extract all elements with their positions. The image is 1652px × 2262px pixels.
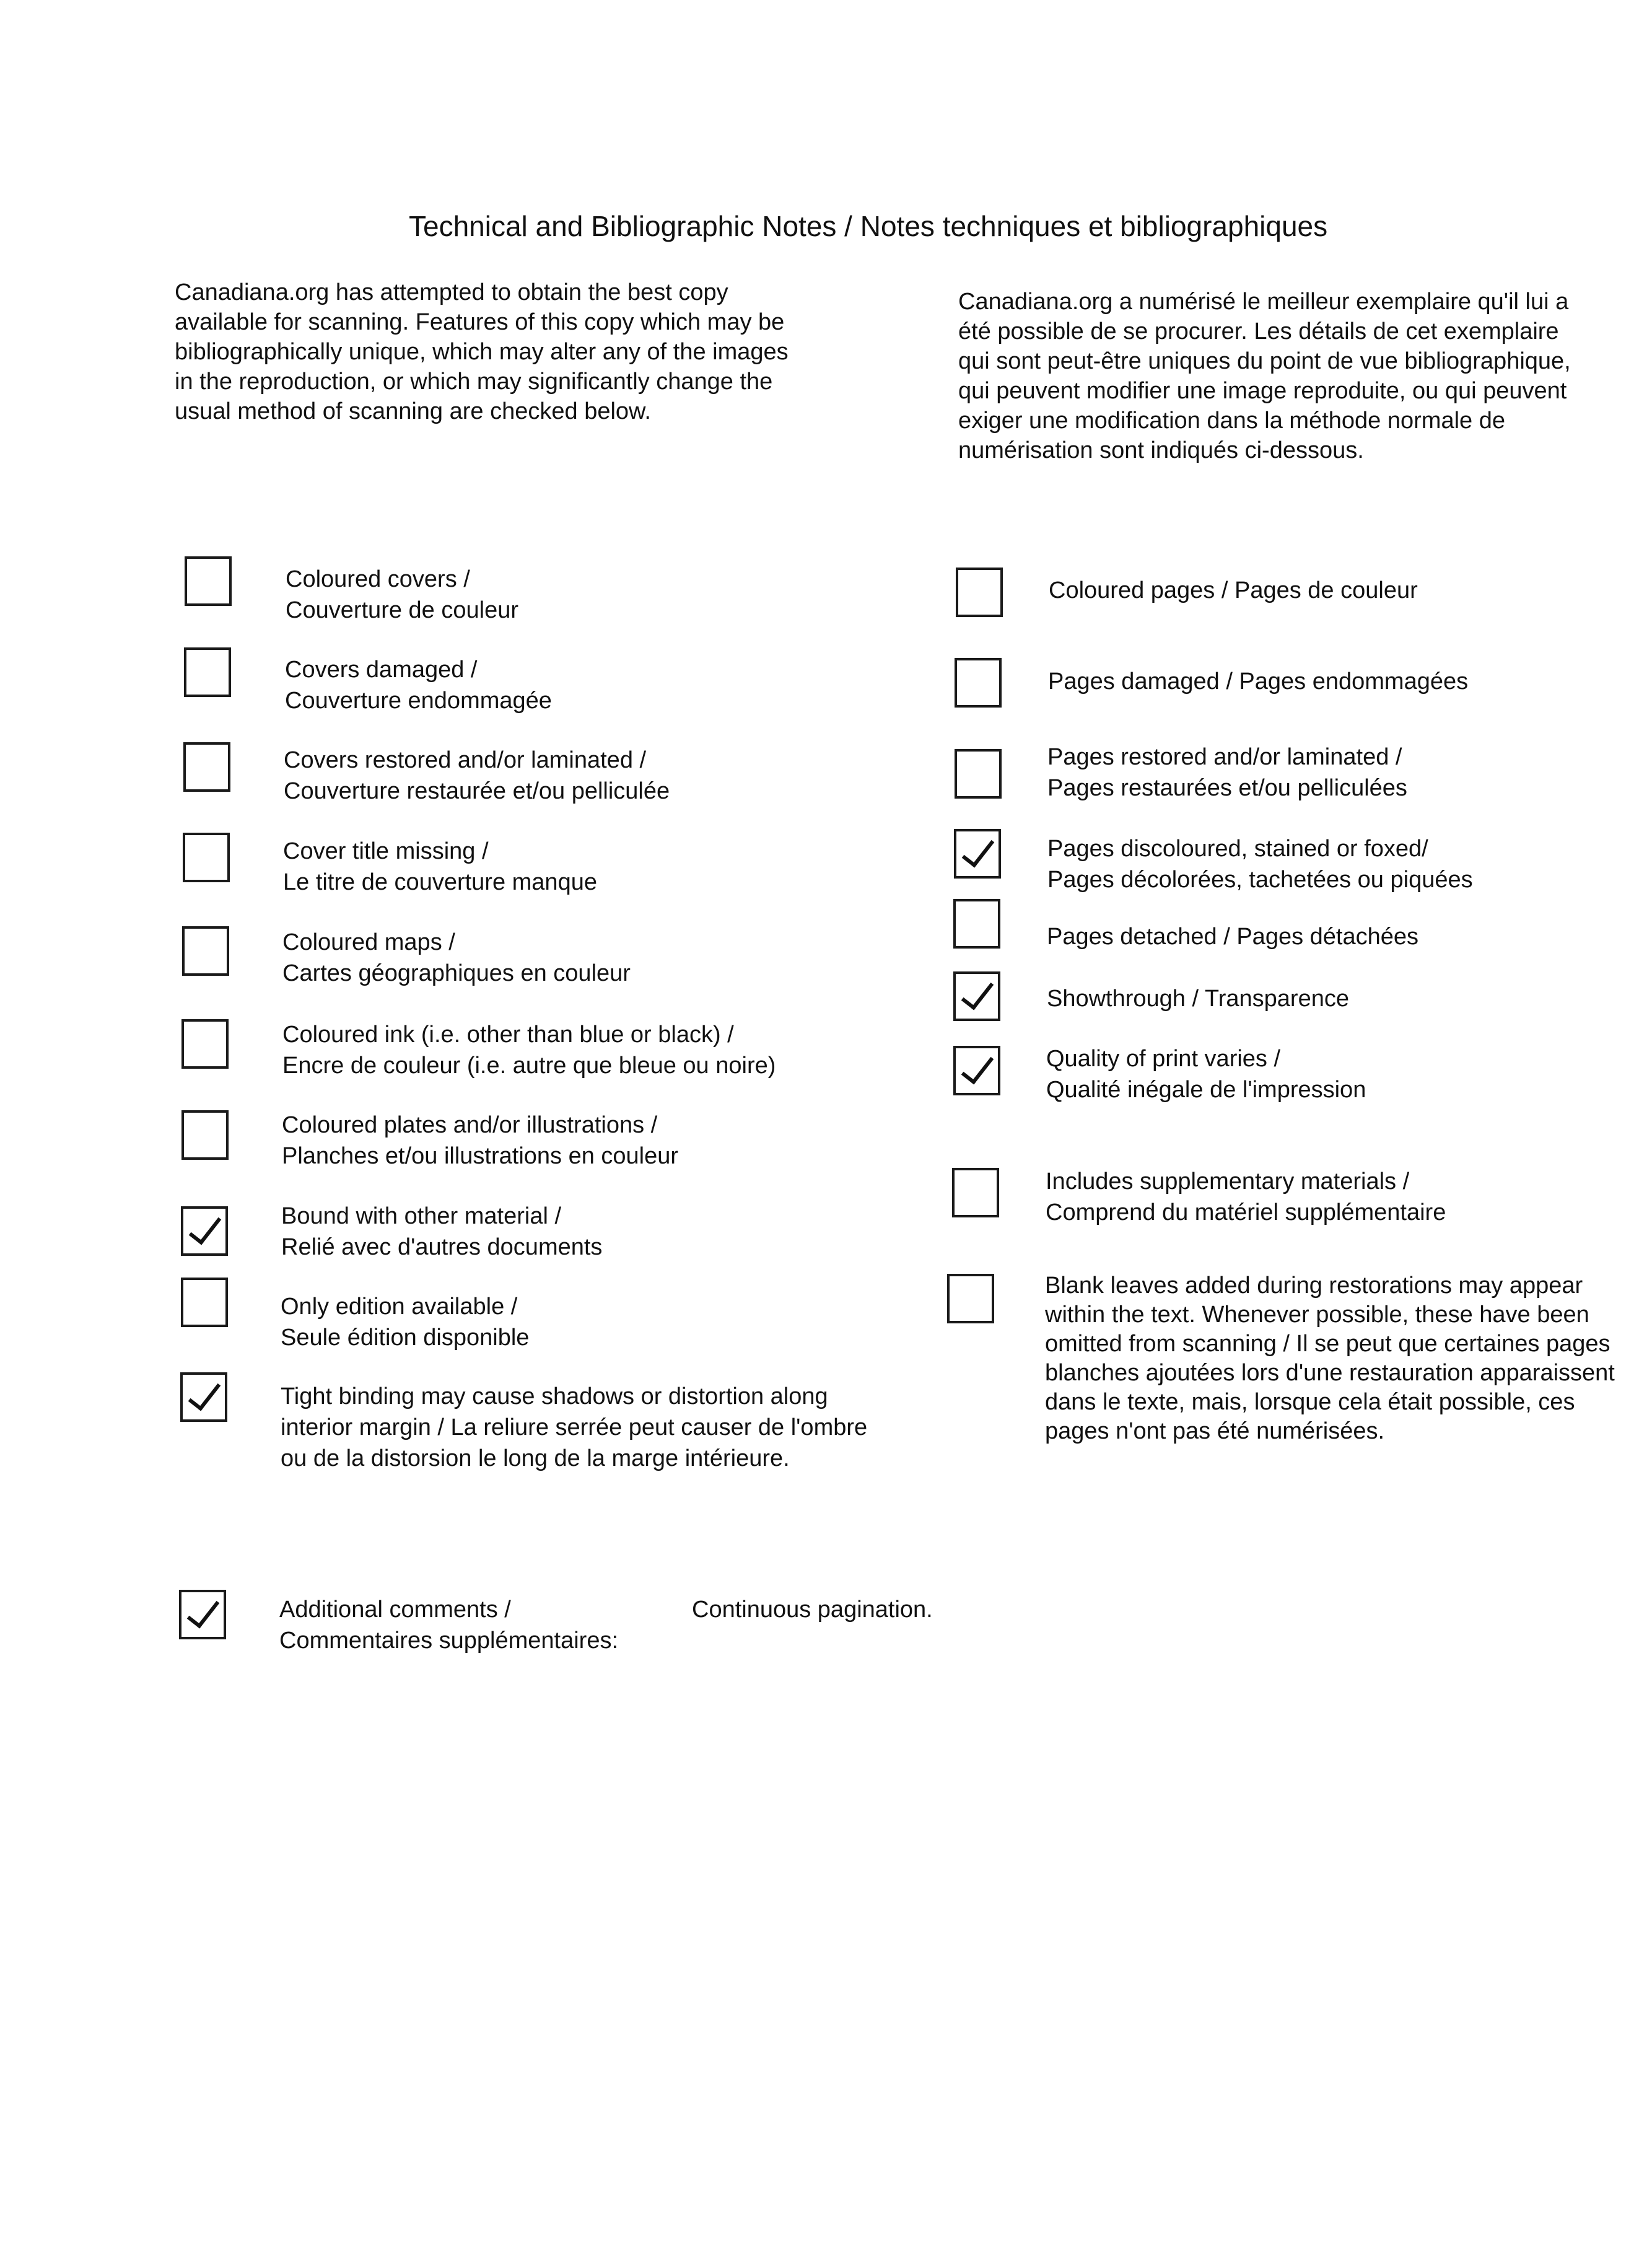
label-bound-with-other: Bound with other material / Relié avec d'autres documents xyxy=(281,1203,603,1260)
checkbox-coloured-covers[interactable] xyxy=(185,556,232,606)
checkbox-pages-detached[interactable] xyxy=(953,899,1000,949)
additional-comments-value: Continuous pagination. xyxy=(692,1597,933,1623)
checkbox-bound-with-other[interactable] xyxy=(181,1206,228,1256)
checkbox-quality-of-print[interactable] xyxy=(953,1046,1000,1095)
checkbox-pages-discoloured[interactable] xyxy=(954,829,1001,879)
checkbox-additional-comments[interactable] xyxy=(179,1590,226,1639)
label-blank-leaves: Blank leaves added during restorations may appear within the text. Whenever possible, these have been omitted from scanning / Il se peut que certaines pages blanches ajoutées lors d'une restauration apparaissent dans le texte, mais, lorsque cela était possible, ces pages n'ont pas été numérisées. xyxy=(1045,1273,1615,1444)
label-coloured-plates: Coloured plates and/or illustrations / Planches et/ou illustrations en couleur xyxy=(282,1112,679,1169)
checkbox-cover-title-missing[interactable] xyxy=(183,833,230,882)
checkbox-coloured-maps[interactable] xyxy=(182,926,229,976)
checkbox-coloured-plates[interactable] xyxy=(181,1110,229,1160)
label-tight-binding: Tight binding may cause shadows or distortion along interior margin / La reliure serrée peut causer de l'ombre ou de la distorsion le long de la marge intérieure. xyxy=(281,1383,868,1471)
checkbox-covers-restored[interactable] xyxy=(183,742,230,792)
checkbox-supplementary-materials[interactable] xyxy=(952,1168,999,1217)
checkbox-covers-damaged[interactable] xyxy=(184,647,231,697)
checkbox-pages-restored[interactable] xyxy=(955,749,1002,799)
checkbox-tight-binding[interactable] xyxy=(180,1372,227,1422)
label-only-edition: Only edition available / Seule édition disponible xyxy=(281,1294,530,1351)
page-title: Technical and Bibliographic Notes / Notes techniques et bibliographiques xyxy=(409,210,1328,242)
label-additional-comments: Additional comments / Commentaires supplémentaires: xyxy=(279,1597,619,1654)
label-coloured-maps: Coloured maps / Cartes géographiques en couleur xyxy=(282,929,631,986)
checkbox-only-edition[interactable] xyxy=(181,1278,228,1327)
label-coloured-covers: Coloured covers / Couverture de couleur xyxy=(286,566,518,623)
label-pages-detached: Pages detached / Pages détachées xyxy=(1047,924,1419,950)
label-cover-title-missing: Cover title missing / Le titre de couverture manque xyxy=(283,838,597,895)
label-showthrough: Showthrough / Transparence xyxy=(1047,986,1349,1012)
checkbox-showthrough[interactable] xyxy=(953,971,1000,1021)
label-covers-damaged: Covers damaged / Couverture endommagée xyxy=(285,657,552,714)
label-supplementary-materials: Includes supplementary materials / Comprend du matériel supplémentaire xyxy=(1046,1168,1446,1225)
checkbox-coloured-pages[interactable] xyxy=(956,568,1003,617)
checkbox-coloured-ink[interactable] xyxy=(181,1019,229,1069)
label-pages-damaged: Pages damaged / Pages endommagées xyxy=(1048,669,1469,695)
checkbox-pages-damaged[interactable] xyxy=(955,658,1002,708)
label-pages-discoloured: Pages discoloured, stained or foxed/ Pages décolorées, tachetées ou piquées xyxy=(1047,836,1473,893)
label-covers-restored: Covers restored and/or laminated / Couverture restaurée et/ou pelliculée xyxy=(284,747,670,804)
label-coloured-pages: Coloured pages / Pages de couleur xyxy=(1049,577,1418,603)
label-pages-restored: Pages restored and/or laminated / Pages restaurées et/ou pelliculées xyxy=(1047,744,1407,801)
checkbox-blank-leaves[interactable] xyxy=(947,1274,994,1323)
label-quality-of-print: Quality of print varies / Qualité inégale de l'impression xyxy=(1046,1046,1366,1103)
intro-french: Canadiana.org a numérisé le meilleur exemplaire qu'il lui a été possible de se procurer. Les détails de cet exemplaire qui sont peut-être uniques du point de vue bibliographique, qui peuvent modifier une image reproduite, ou qui peuvent exiger une modification dans la méthode normale de numérisation sont indiqués ci-dessous. xyxy=(958,289,1571,463)
label-coloured-ink: Coloured ink (i.e. other than blue or black) / Encre de couleur (i.e. autre que bleue ou noire) xyxy=(282,1022,776,1079)
intro-english: Canadiana.org has attempted to obtain the best copy available for scanning. Features of this copy which may be bibliographically unique, which may alter any of the images in the reproduction, or which may significantly change the usual method of scanning are checked below. xyxy=(175,279,789,424)
